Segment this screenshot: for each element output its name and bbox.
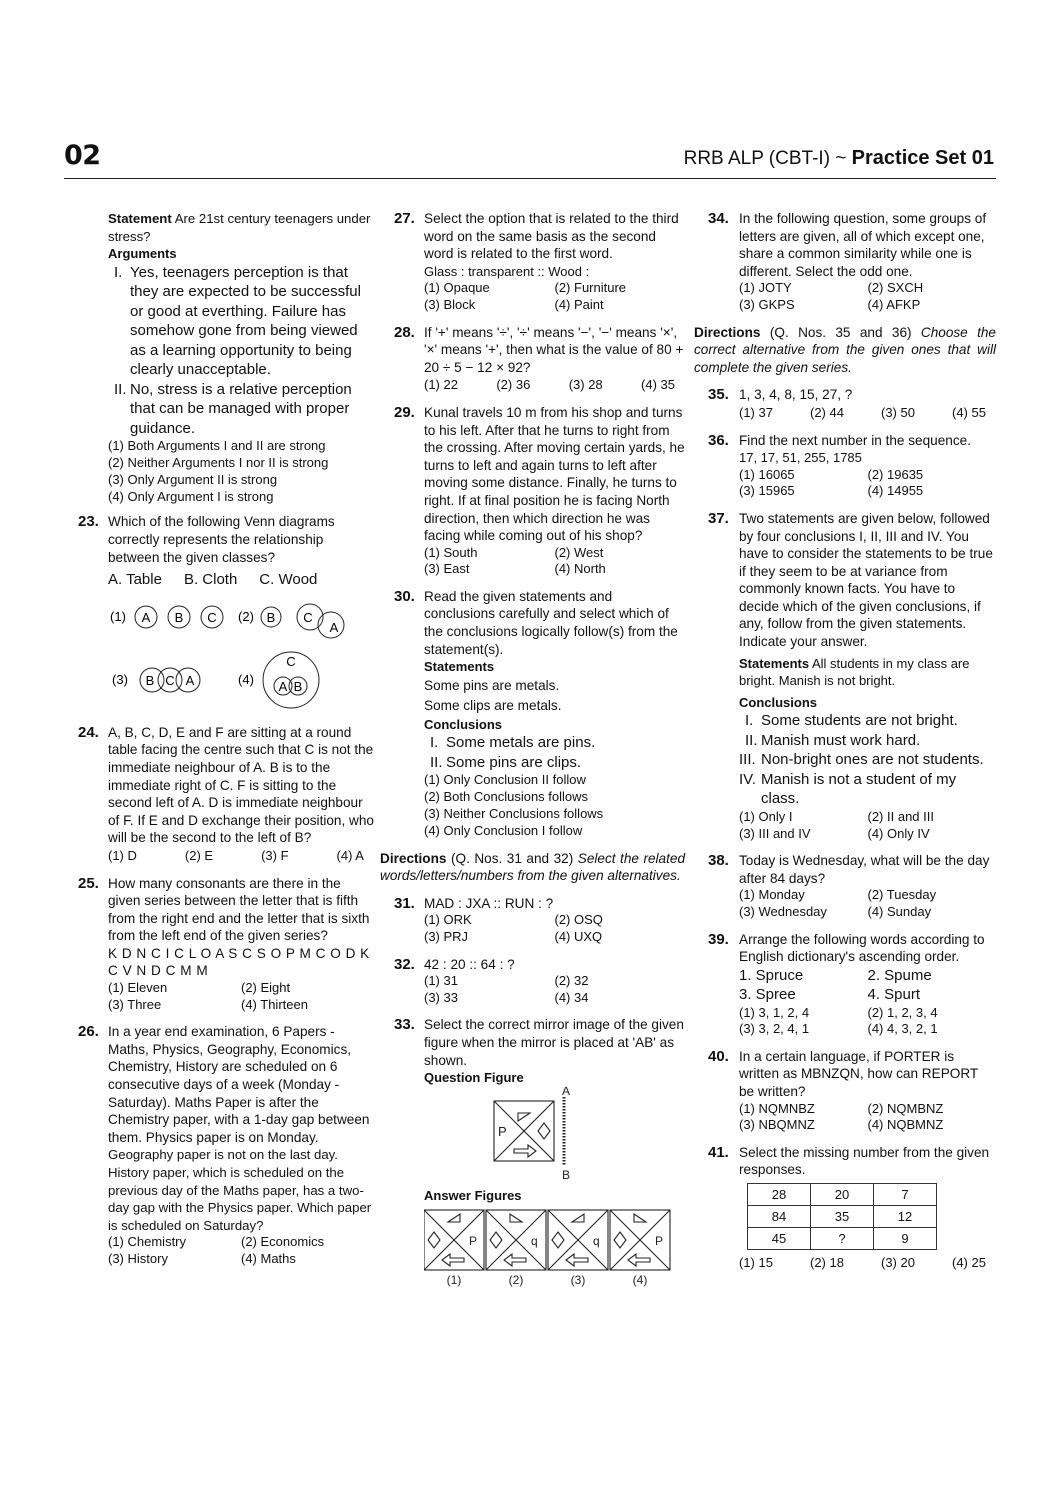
venn-letter: A: [185, 672, 195, 688]
conclusion-no: II.: [745, 731, 758, 749]
word-pair: Glass : transparent :: Wood :: [424, 263, 590, 279]
option[interactable]: (4) 55: [952, 404, 986, 420]
question-38: [694, 852, 996, 920]
q34-options: [739, 280, 996, 313]
figure-arrow: [514, 1145, 536, 1157]
word-item: 3. Spree: [739, 986, 796, 1004]
word-item: 2. Spume: [867, 966, 932, 984]
question-37: [694, 510, 996, 842]
conclusion-no: IV.: [739, 770, 756, 788]
venn-letter: B: [266, 609, 276, 625]
question-text: Select the missing number from the given responses.: [739, 1144, 990, 1178]
class-b: B. Cloth: [183, 571, 238, 589]
venn-option-2-label: (2): [238, 608, 254, 624]
option[interactable]: (2) SXCH: [867, 280, 924, 296]
column-3: [694, 210, 996, 1282]
question-26: [78, 1023, 374, 1267]
option[interactable]: (3) 15965: [739, 483, 795, 499]
q25-options: [108, 980, 374, 1013]
venn-letter: B: [174, 609, 184, 625]
option[interactable]: (2) Both Conclusions follows: [424, 789, 589, 805]
answer-figure-2[interactable]: [486, 1210, 546, 1270]
q40-options: [739, 1101, 996, 1134]
grid-cell: 35: [811, 1206, 874, 1228]
option[interactable]: (3) Three: [108, 996, 162, 1012]
venn-letter: C: [165, 672, 175, 688]
option[interactable]: (2) West: [554, 544, 604, 560]
question-number: 24.: [78, 723, 99, 741]
question-number: 31.: [394, 894, 415, 912]
question-text: Select the option that is related to the third word on the same basis as the second word is related to the first word.: [424, 211, 679, 262]
option[interactable]: (4) NQBMNZ: [867, 1117, 944, 1133]
option[interactable]: (4) 35: [641, 377, 675, 393]
option[interactable]: (4) Only Conclusion I follow: [424, 822, 583, 838]
option[interactable]: (2) 36: [496, 377, 531, 393]
option[interactable]: (3) F: [261, 847, 289, 863]
option[interactable]: (1) Only Conclusion II follow: [424, 772, 586, 788]
conclusion-text: Some pins are clips.: [446, 753, 582, 771]
argument-1: [108, 263, 374, 380]
option[interactable]: (4) Only IV: [867, 825, 930, 841]
option[interactable]: (2) NQMBNZ: [867, 1100, 944, 1116]
question-25: [78, 875, 374, 1014]
question-40: [694, 1048, 996, 1134]
conclusion-no: III.: [739, 751, 756, 769]
answer-figure-number: (3): [570, 1273, 586, 1288]
number-grid: [747, 1183, 937, 1250]
argument-2-text: No, stress is a relative perception that can be managed with proper guidance.: [130, 380, 352, 437]
option[interactable]: (4) Only Argument I is strong: [108, 488, 274, 504]
option[interactable]: (2) Eight: [241, 980, 291, 996]
question-number: 25.: [78, 874, 99, 892]
mirror-label-b: B: [562, 1167, 571, 1182]
answer-figures-label: Answer Figures: [424, 1187, 522, 1203]
question-text: Kunal travels 10 m from his shop and turns to his left. After that he turns to right from the crossing. After moving certain yards, he turns to left and again turns to left after moving some distance. Finally, he turns to right. If at final position he is facing North direction, then which direction he was facing while coming out of his shop?: [424, 404, 685, 544]
option[interactable]: (1) Monday: [739, 887, 805, 903]
option[interactable]: (3) History: [108, 1250, 168, 1266]
argument-2: [108, 380, 374, 439]
option[interactable]: (1) Eleven: [108, 980, 168, 996]
number-sequence: 17, 17, 51, 255, 1785: [739, 450, 862, 466]
venn-letter: A: [278, 678, 288, 694]
question-30: [380, 588, 685, 840]
statements-label: Statements: [424, 659, 495, 675]
grid-row: [748, 1228, 937, 1250]
question-number: 34.: [708, 210, 729, 227]
arguments-label: Arguments: [108, 246, 177, 262]
statements-block: [739, 655, 996, 690]
option[interactable]: (2) 44: [810, 404, 844, 420]
option[interactable]: (1) 3, 1, 2, 4: [739, 1004, 810, 1020]
question-text: If '+' means '÷', '÷' means '−', '−' means '×', '×' means '+', then what is the value of 80 + 20 ÷ 5 − 12 × 92?: [424, 324, 684, 375]
question-31: [380, 895, 685, 946]
conclusion-item: [739, 750, 996, 770]
option[interactable]: (2) Economics: [241, 1234, 325, 1250]
word-item: 1. Spruce: [739, 966, 804, 984]
question-text: Which of the following Venn diagrams correctly represents the relationship between the given classes?: [108, 514, 335, 565]
answer-figure-4[interactable]: [610, 1210, 670, 1270]
header-rule: [64, 178, 996, 179]
question-text: A, B, C, D, E and F are sitting at a round table facing the centre such that C is not the immediate neighbour of A. B is to the immediate right of C. F is sitting to the second left of A. D is immediate neighbour of F. If E and D exchange their position, who will be the second to the left of B?: [108, 724, 374, 846]
grid-cell: 45: [748, 1228, 811, 1250]
option[interactable]: (4) 4, 3, 2, 1: [867, 1021, 938, 1037]
grid-cell: 12: [874, 1206, 937, 1228]
question-text: Two statements are given below, followed by four conclusions I, II, III and IV. You have to consider the statements to be true if they seem to be at variance from commonly known facts. You have to decide which of the given conclusions, if any, follow from the given statements. Indicate your answer.: [739, 510, 993, 650]
answer-figures: [424, 1204, 684, 1288]
conclusion-text: Some students are not bright.: [761, 712, 958, 730]
option[interactable]: (3) III and IV: [739, 825, 811, 841]
question-figure-label: Question Figure: [424, 1070, 524, 1086]
option[interactable]: (2) 19635: [867, 466, 924, 482]
q23-classes: [108, 570, 374, 590]
question-number: 28.: [394, 323, 415, 341]
mirror-label-a: A: [562, 1086, 571, 1098]
question-number: 33.: [394, 1016, 415, 1034]
question-text: 42 : 20 :: 64 : ?: [424, 956, 515, 972]
option[interactable]: (1) Both Arguments I and II are strong: [108, 438, 326, 454]
option[interactable]: (3) PRJ: [424, 929, 469, 944]
option[interactable]: (2) II and III: [867, 808, 934, 824]
q36-options: [739, 467, 996, 500]
option[interactable]: (4) Thirteen: [241, 996, 308, 1012]
option[interactable]: (3) Neither Conclusions follows: [424, 806, 604, 822]
question-27: [380, 210, 685, 314]
option[interactable]: (3) Block: [424, 296, 476, 312]
conclusion-text: Manish is not a student of my class.: [761, 770, 957, 808]
option[interactable]: (3) 3, 2, 4, 1: [739, 1021, 810, 1037]
figure-letter: q: [593, 1234, 600, 1249]
figure-diamond: [538, 1123, 550, 1139]
option[interactable]: (2) E: [184, 847, 214, 863]
q28-options: [424, 376, 685, 394]
option[interactable]: (3) Wednesday: [739, 903, 827, 919]
option[interactable]: (1) ORK: [424, 912, 472, 928]
option[interactable]: (3) GKPS: [739, 296, 795, 312]
option[interactable]: (4) Sunday: [867, 903, 932, 919]
option[interactable]: (1) 22: [424, 377, 458, 393]
option[interactable]: (4) AFKP: [867, 296, 921, 312]
option[interactable]: (3) 50: [881, 404, 915, 420]
option[interactable]: (4) 34: [554, 989, 589, 1005]
q35-options: [739, 404, 996, 422]
argument-2-no: II.: [114, 380, 127, 398]
question-33: [380, 1016, 685, 1288]
question-32: [380, 956, 685, 1007]
venn-option-4-label: (4): [238, 671, 254, 687]
q37-options: [739, 809, 996, 842]
option[interactable]: (4) UXQ: [554, 929, 603, 944]
column-2: [380, 210, 685, 1298]
question-36: [694, 432, 996, 500]
figure-letter: P: [655, 1234, 664, 1249]
conclusion-item: [739, 731, 996, 751]
option[interactable]: (1) JOTY: [739, 280, 792, 296]
question-number: 23.: [78, 513, 99, 531]
letter-series: K D N C I C L O A S C S O P M C O D K C V N D C M M: [108, 945, 370, 979]
question-figure: [424, 1087, 684, 1187]
option[interactable]: (4) North: [554, 561, 606, 577]
venn-letter: B: [145, 672, 155, 688]
option[interactable]: (4) A: [336, 847, 364, 863]
conclusion-no: II.: [430, 753, 443, 771]
conclusion-text: Some metals are pins.: [446, 734, 596, 752]
option[interactable]: (4) 14955: [867, 483, 924, 499]
option[interactable]: (3) NBQMNZ: [739, 1117, 815, 1133]
directions-label: Directions: [694, 324, 761, 340]
answer-figure-1[interactable]: [424, 1210, 484, 1270]
option[interactable]: (2) Tuesday: [867, 887, 937, 903]
grid-cell: 20: [811, 1184, 874, 1206]
question-29: [380, 404, 685, 578]
q29-options: [424, 545, 685, 578]
conclusions-label: Conclusions: [739, 694, 818, 710]
argument-1-no: I.: [114, 263, 123, 281]
option[interactable]: (2) 1, 2, 3, 4: [867, 1004, 938, 1020]
grid-cell: 9: [874, 1228, 937, 1250]
venn-option-3-label: (3): [112, 671, 128, 687]
word-item: 4. Spurt: [867, 986, 921, 1004]
grid-cell: 28: [748, 1184, 811, 1206]
option[interactable]: (3) Only Argument II is strong: [108, 471, 278, 487]
question-text: In a certain language, if PORTER is written as MBNZQN, how can REPORT be written?: [739, 1048, 978, 1100]
grid-row: [748, 1206, 937, 1228]
option[interactable]: (1) 16065: [739, 466, 795, 482]
q22-options: [108, 438, 374, 505]
option[interactable]: (4) Paint: [554, 296, 604, 312]
grid-cell: 7: [874, 1184, 937, 1206]
question-text: Read the given statements and conclusions carefully and select which of the conclusions logically follow(s) from the statement(s).: [424, 588, 678, 657]
conclusions-label: Conclusions: [424, 716, 503, 732]
question-number: 29.: [394, 403, 415, 421]
q32-options: [424, 973, 685, 1006]
question-text: MAD : JXA :: RUN : ?: [424, 895, 554, 911]
option[interactable]: (1) Opaque: [424, 280, 490, 296]
directions-text: Select the related words/letters/numbers from the given alternatives.: [380, 850, 686, 884]
q24-options: [108, 847, 374, 865]
question-24: [78, 724, 374, 865]
question-number: 35.: [708, 386, 729, 404]
answer-figure-number: (2): [508, 1273, 524, 1288]
question-number: 41.: [708, 1143, 729, 1161]
statement-label: Statement: [108, 211, 172, 226]
question-number: 36.: [708, 431, 729, 449]
venn-option-1-label: (1): [110, 608, 126, 624]
option[interactable]: (2) Furniture: [554, 280, 627, 296]
exam-name: RRB ALP (CBT-I) ~: [683, 148, 852, 169]
set-name: Practice Set 01: [851, 147, 994, 169]
question-number: 38.: [708, 852, 729, 870]
statements-text: All students in my class are bright. Manish is not bright.: [739, 655, 970, 689]
directions-range: (Q. Nos. 31 and 32): [446, 850, 578, 866]
option[interactable]: (1) D: [108, 847, 137, 863]
option[interactable]: (2) 32: [554, 973, 589, 989]
conclusion-text: Non-bright ones are not students.: [761, 751, 984, 769]
option[interactable]: (1) 15: [739, 1255, 773, 1271]
conclusion-item: [424, 753, 685, 773]
statement-line: Some pins are metals.: [424, 677, 560, 693]
conclusion-item: [424, 733, 685, 753]
option[interactable]: (1) NQMNBZ: [739, 1100, 815, 1116]
question-number: 27.: [394, 210, 415, 227]
q26-options: [108, 1234, 374, 1267]
directions-text: Choose the correct alternative from the given ones that will complete the given series.: [694, 324, 996, 375]
conclusion-text: Manish must work hard.: [761, 731, 921, 749]
venn-letter: A: [141, 609, 151, 625]
venn-diagram-options: [108, 592, 368, 714]
conclusion-no: I.: [430, 734, 439, 752]
answer-figure-3[interactable]: [548, 1210, 608, 1270]
question-number: 40.: [708, 1047, 729, 1065]
directions-label: Directions: [380, 850, 447, 866]
option[interactable]: (1) 31: [424, 973, 458, 989]
question-22: [78, 210, 374, 505]
q41-options: [739, 1254, 996, 1272]
conclusion-item: [739, 770, 996, 809]
option[interactable]: (3) 20: [881, 1255, 915, 1271]
question-text: In a year end examination, 6 Papers - Maths, Physics, Geography, Economics, Chemistry, History are scheduled on 6 consecutive days of a week (Monday - Saturday). Maths Paper is after the Chemistry paper, with a 1-day gap between them. Physics paper is on Monday.: [108, 1024, 370, 1145]
question-39: [694, 931, 996, 1038]
option[interactable]: (1) South: [424, 544, 478, 560]
option[interactable]: (1) Chemistry: [108, 1234, 187, 1250]
question-text: Select the correct mirror image of the given figure when the mirror is placed at 'AB' as shown.: [424, 1017, 684, 1068]
figure-letter: q: [531, 1234, 538, 1249]
conclusion-item: [739, 711, 996, 731]
option[interactable]: (3) 28: [568, 377, 603, 393]
statements-label: Statements: [739, 655, 810, 671]
page-number: 02: [64, 140, 101, 171]
question-text: Arrange the following words according to English dictionary's ascending order.: [739, 931, 985, 965]
figure-letter: P: [498, 1123, 507, 1139]
option[interactable]: (3) 33: [424, 989, 458, 1005]
option[interactable]: (4) Maths: [241, 1250, 296, 1266]
directions-range: (Q. Nos. 35 and 36): [760, 324, 921, 340]
question-text: How many consonants are there in the given series between the letter that is fifth from the right end and the letter that is sixth from the left end of the given series?: [108, 875, 370, 944]
question-35: [694, 386, 996, 421]
option[interactable]: (2) Neither Arguments I nor II is strong: [108, 455, 329, 471]
question-text: Find the next number in the sequence.: [739, 432, 971, 448]
page-header-title: [684, 147, 994, 170]
q27-options: [424, 280, 685, 313]
q31-options: [424, 912, 685, 945]
question-text: Today is Wednesday, what will be the day after 84 days?: [739, 853, 990, 886]
venn-letter: C: [303, 609, 313, 625]
answer-figure-number: (4): [632, 1273, 648, 1288]
answer-figure-number: (1): [446, 1273, 462, 1288]
directions-31-32: [380, 850, 685, 885]
word-list: [739, 966, 996, 1005]
question-number: 30.: [394, 587, 415, 605]
q30-options: [424, 772, 685, 839]
venn-letter: B: [293, 678, 303, 694]
question-number: 39.: [708, 930, 729, 948]
question-34: [694, 210, 996, 314]
option[interactable]: (2) 18: [810, 1255, 844, 1271]
grid-cell: 84: [748, 1206, 811, 1228]
question-28: [380, 324, 685, 394]
option[interactable]: (1) Only I: [739, 808, 793, 824]
option[interactable]: (3) East: [424, 561, 470, 577]
class-c: C. Wood: [259, 571, 318, 589]
question-text-2: Geography paper is not on the last day. History paper, which is scheduled on the previous day of the Maths paper, has a two-day gap with the Physics paper. Which paper is scheduled on Saturday?: [108, 1147, 372, 1233]
figure-triangle: [518, 1113, 530, 1121]
question-number: 26.: [78, 1023, 99, 1041]
column-1: [78, 210, 374, 1278]
grid-row: [748, 1184, 937, 1206]
question-41: [694, 1144, 996, 1272]
question-number: 32.: [394, 955, 415, 973]
class-a: A. Table: [108, 571, 162, 589]
directions-35-36: [694, 324, 996, 377]
q38-options: [739, 887, 996, 920]
venn-letter: C: [207, 609, 217, 625]
venn-letter: C: [286, 653, 296, 669]
question-number: 37.: [708, 509, 729, 527]
option[interactable]: (1) 37: [739, 404, 773, 420]
option[interactable]: (4) 25: [952, 1255, 986, 1271]
option[interactable]: (2) OSQ: [554, 912, 603, 928]
conclusion-no: I.: [745, 712, 754, 730]
statement-text: Are 21st century teenagers under stress?: [108, 211, 371, 244]
question-23: [78, 513, 374, 713]
question-text: In the following question, some groups of letters are given, all of which except one, share a common similarity while one is different. Select the odd one.: [739, 211, 987, 279]
statement-line: Some clips are metals.: [424, 697, 562, 713]
venn-letter: A: [329, 619, 339, 635]
question-text: 1, 3, 4, 8, 15, 27, ?: [739, 387, 853, 403]
q39-options: [739, 1005, 996, 1038]
grid-cell: ?: [811, 1228, 874, 1250]
argument-1-text: Yes, teenagers perception is that they are expected to be successful or good at everthing. Failure has somehow gone from being viewed as a learning opportunity to being clearly unacceptable.: [130, 263, 361, 379]
figure-letter: P: [469, 1234, 478, 1249]
